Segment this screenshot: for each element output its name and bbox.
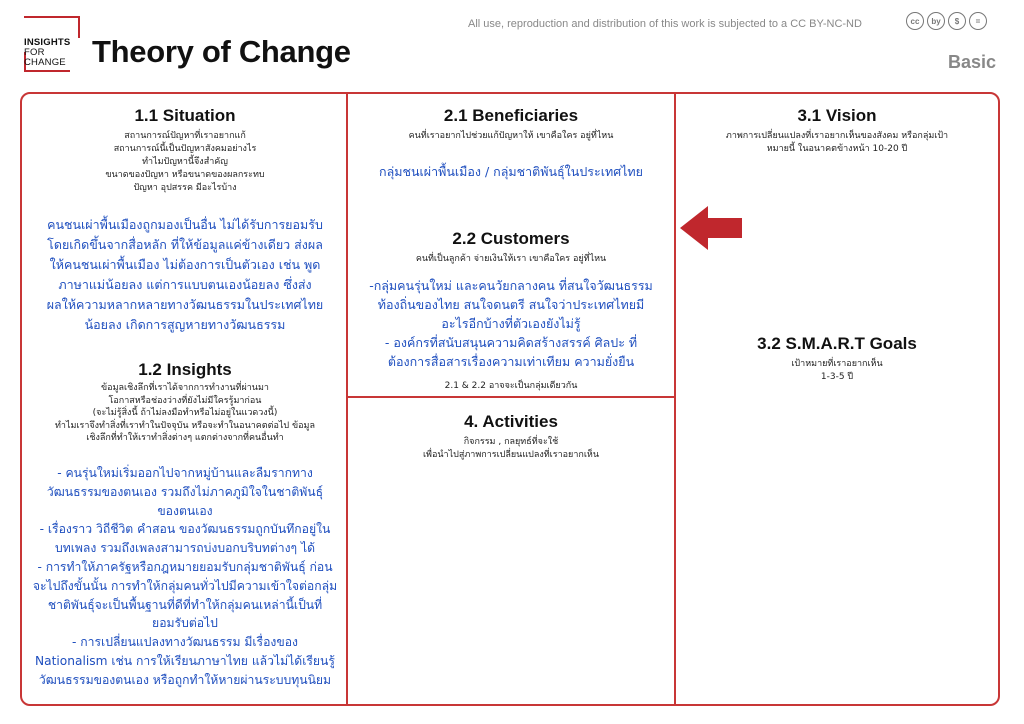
license-notice: All use, reproduction and distribution of this work is subjected to a CC BY-NC-ND: [468, 18, 862, 30]
beneficiaries-section: [348, 106, 674, 143]
column-divider-1: [346, 92, 348, 706]
activities-title: 4. Activities: [464, 412, 558, 431]
logo-frame-right: [78, 16, 80, 38]
situation-title: 1.1 Situation: [134, 106, 236, 125]
logo-line-1: INSIGHTS: [24, 37, 71, 48]
situation-guide: สถานการณ์ปัญหาที่เราอยากแก้ สถานการณ์นี้เป็นปัญหาสังคมอย่างไร ทำไมปัญหานี้จึงสำคัญ ขนาดของปัญหา หรือขนาดของผลกระทบ ปัญหา อุปสรรค มีอะไรบ้าง: [105, 131, 265, 193]
cc-icon: cc: [906, 12, 924, 30]
customers-footnote: 2.1 & 2.2 อาจจะเป็นกลุ่มเดียวกัน: [444, 381, 578, 391]
goals-title: 3.2 S.M.A.R.T Goals: [757, 334, 917, 353]
level-label: Basic: [947, 52, 996, 72]
vision-title: 3.1 Vision: [797, 106, 877, 125]
beneficiaries-content: กลุ่มชนเผ่าพื้นเมือง / กลุ่มชาติพันธุ์ในประเทศไทย: [379, 164, 643, 179]
insights-title: 1.2 Insights: [138, 360, 232, 379]
row-divider: [347, 396, 675, 398]
no-derivatives-icon: =: [969, 12, 987, 30]
customers-guide: คนที่เป็นลูกค้า จ่ายเงินให้เรา เขาคือใคร อยู่ที่ไหน: [415, 254, 607, 264]
insights-for-change-logo: [24, 16, 86, 72]
attribution-icon: by: [927, 12, 945, 30]
customers-section: [348, 229, 674, 266]
beneficiaries-guide: คนที่เราอยากไปช่วยแก้ปัญหาให้ เขาคือใคร อยู่ที่ไหน: [408, 131, 614, 141]
logo-frame-bottom: [24, 70, 70, 72]
insights-section: [24, 360, 346, 445]
column-divider-2: [674, 92, 676, 706]
situation-content: คนชนเผ่าพื้นเมืองถูกมองเป็นอื่น ไม่ได้รับการยอมรับ โดยเกิดขึ้นจากสื่อหลัก ที่ให้ข้อมูลแค่ข้างเดียว ส่งผล ให้คนชนเผ่าพื้นเมือง ไม่ต้องการเป็นตัวเอง เช่น พูด ภาษาแม่น้อยลง แต่การแบบตนเองน้อยลง ซึ่งส่ง ผลให้ความหลากหลายทางวัฒนธรรมในประเทศไทย น้อยลง เกิดการสูญหายทางวัฒนธรรม: [46, 217, 324, 332]
goals-section: [676, 334, 998, 384]
page-title: Theory of Change: [92, 34, 351, 69]
logo-frame-top: [24, 16, 80, 18]
logo-text: [24, 38, 70, 68]
arrow-left-icon: [680, 204, 742, 252]
insights-content: - คนรุ่นใหม่เริ่มออกไปจากหมู่บ้านและลืมรากทาง วัฒนธรรมของตนเอง รวมถึงไม่ภาคภูมิใจในชาติพันธุ์ ของตนเอง - เรื่องราว วิถีชีวิต คำสอน ของวัฒนธรรมถูกบันทึกอยู่ใน บทเพลง รวมถึงเพลงสามารถบ่งบอกบริบทต่างๆ ได้ - การทำให้ภาครัฐหรือกฎหมายยอมรับกลุ่มชาติพันธุ์ ก่อน จะไปถึงขั้นนั้น การทำให้กลุ่มคนทั่วไปมีความเข้าใจต่อกลุ่ม ชาติพันธุ์จะเป็นพื้นฐานที่ดีที่ทำให้กลุ่มคนเหล่านี้เป็นที่ ยอมรับต่อไป - การเปลี่ยนแปลงทางวัฒนธรรม มีเรื่องของ Nationalism เช่น การให้เรียนภาษาไทย แล้วไม่ได้เรียนรู้ วัฒนธรรมของตนเอง หรือถูกทำให้หายผ่านระบบทุนนิยม: [32, 466, 338, 687]
customers-content: -กลุ่มคนรุ่นใหม่ และคนวัยกลางคน ที่สนใจวัฒนธรรม ท้องถิ่นของไทย สนใจดนตรี สนใจว่าประเทศไทยมี อะไรอีกบ้างที่ตัวเองยังไม่รู้ - องค์กรที่สนับสนุนความคิดสร้างสรรค์ ศิลปะ ที่ ต้องการสื่อสารเรื่องความเท่าเทียม ความยั่งยืน: [369, 278, 653, 369]
non-commercial-icon: $: [948, 12, 966, 30]
vision-guide: ภาพการเปลี่ยนแปลงที่เราอยากเห็นของสังคม หรือกลุ่มเป้า หมายนี้ ในอนาคตข้างหน้า 10-20 ปี: [725, 131, 949, 154]
situation-section: [24, 106, 346, 195]
vision-section: [676, 106, 998, 156]
activities-guide: กิจกรรม , กลยุทธ์ที่จะใช้ เพื่อนำไปสู่ภาพการเปลี่ยนแปลงที่เราอยากเห็น: [422, 437, 599, 460]
customers-title: 2.2 Customers: [452, 229, 570, 248]
insights-guide: ข้อมูลเชิงลึกที่เราได้จากการทำงานที่ผ่านมา โอกาสหรือช่องว่างที่ยังไม่มีใครรู้มาก่อน (จะไม่รู้สิ่งนี้ ถ้าไม่ลงมือทำหรือไม่อยู่ในแวดวงนี้) ทำไมเราจึงทำสิ่งที่เราทำในปัจจุบัน หรือจะทำในอนาคตต่อไป ข้อมูล เชิงลึกที่ทำให้เราทำสิ่งต่างๆ แตกต่างจากที่คนอื่นทำ: [54, 383, 315, 443]
logo-line-2: FOR: [24, 47, 45, 58]
logo-line-3: CHANGE: [24, 57, 66, 68]
cc-license-icons: [906, 12, 987, 30]
beneficiaries-title: 2.1 Beneficiaries: [443, 106, 579, 125]
goals-guide: เป้าหมายที่เราอยากเห็น 1-3-5 ปี: [791, 359, 883, 382]
activities-section: [348, 412, 674, 462]
